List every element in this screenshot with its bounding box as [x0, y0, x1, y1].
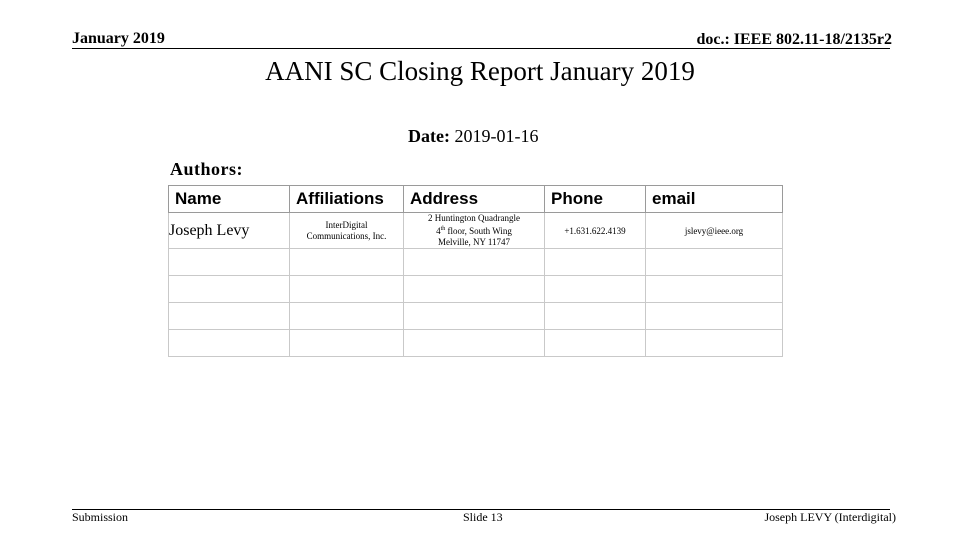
header-rule: [72, 48, 890, 49]
date-label: Date:: [408, 126, 450, 146]
affiliation-line-2: Communications, Inc.: [306, 230, 387, 241]
address-line-2: 4th floor, South Wing: [436, 226, 512, 236]
cell-address: [404, 213, 545, 249]
table-row: [169, 249, 783, 276]
column-header-name: Name: [169, 186, 290, 213]
footer-author: Joseph LEVY (Interdigital): [764, 510, 896, 524]
header-date: January 2019: [72, 30, 165, 47]
authors-label: Authors:: [170, 159, 244, 179]
table-row: [169, 213, 783, 249]
authors-table: [168, 185, 783, 357]
table-row: [169, 330, 783, 357]
table-row: [169, 276, 783, 303]
footer-submission: Submission: [72, 510, 129, 524]
column-header-address: Address: [404, 186, 545, 213]
address-line-1: 2 Huntington Quadrangle: [428, 213, 520, 223]
cell-affiliation: [290, 213, 404, 249]
header-doc-id: doc.: IEEE 802.11-18/2135r2: [696, 31, 892, 48]
cell-name: Joseph Levy: [169, 213, 290, 249]
address-line-3: Melville, NY 11747: [437, 237, 511, 247]
cell-phone: +1.631.622.4139: [545, 213, 646, 249]
affiliation-line-1: InterDigital: [325, 219, 368, 230]
column-header-email: email: [646, 186, 783, 213]
column-header-phone: Phone: [545, 186, 646, 213]
footer-slide-number: Slide 13: [463, 510, 503, 524]
column-header-affiliations: Affiliations: [290, 186, 404, 213]
date-line: [408, 126, 538, 147]
cell-email: jslevy@ieee.org: [646, 213, 783, 249]
date-value: 2019-01-16: [454, 126, 539, 146]
table-row: [169, 303, 783, 330]
table-header-row: [169, 186, 783, 213]
slide-title: AANI SC Closing Report January 2019: [265, 56, 695, 86]
